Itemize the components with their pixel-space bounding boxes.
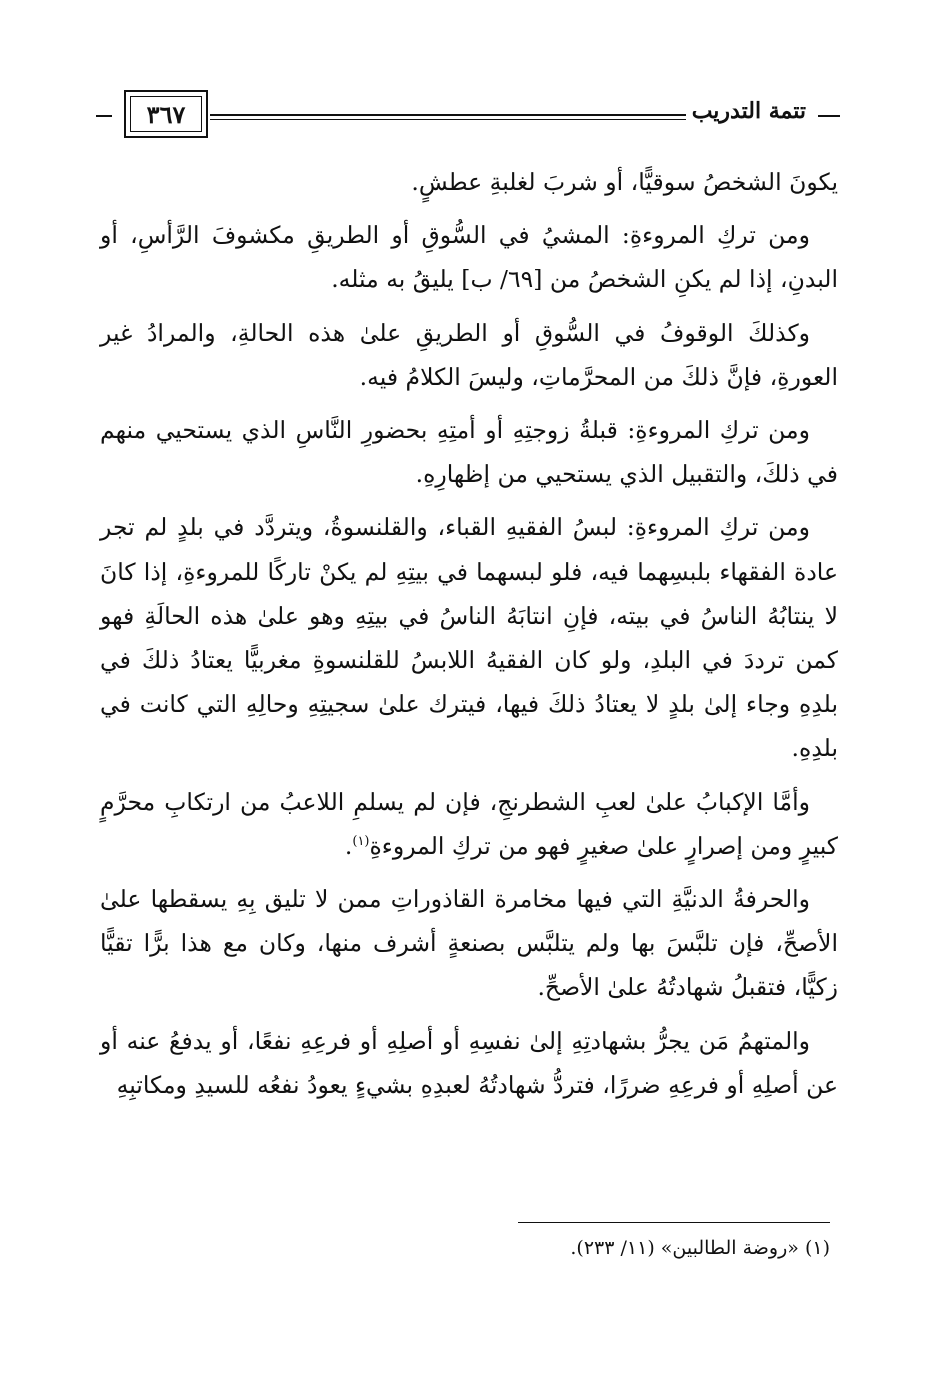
- sentence-end: .: [344, 831, 353, 860]
- page-header: [96, 84, 840, 154]
- paragraph: ومن تركِ المروءةِ: المشيُ في السُّوقِ أو الطريقِ مكشوفَ الرَّأسِ، أو البدنِ، إذا لم يكنِ الشخصُ من [٦٩/ ب] يليقُ به مثله.: [100, 221, 838, 294]
- paragraph-with-footnote: [100, 780, 838, 868]
- paragraph: والحرفةُ الدنيَّةِ التي فيها مخامرة القاذوراتِ ممن لا تليق بِهِ يسقطها علىٰ الأصحِّ، فإن تلبَّسَ بها ولم يتلبَّس بصنعةٍ أشرف منها، وكان مع هذا برًّا تقيًّا زكيًّا، فتقبلُ شهادتُهُ علىٰ الأصحِّ.: [100, 885, 838, 1002]
- running-title: تتمة التدريب: [686, 98, 812, 124]
- paragraph: وكذلكَ الوقوفُ في السُّوقِ أو الطريقِ علىٰ هذه الحالةِ، والمرادُ غير العورةِ، فإنَّ ذلكَ من المحرَّماتِ، وليسَ الكلامُ فيه.: [100, 318, 838, 391]
- paragraph: ومن تركِ المروءةِ: قبلةُ زوجتِهِ أو أمتِهِ بحضورِ النَّاسِ الذي يستحيي منهم في ذلكَ، والتقبيل الذي يستحيي من إظهارِهِ.: [100, 416, 838, 489]
- footnote: (١) «روضة الطالبين» (١١/ ٢٣٣).: [570, 1237, 830, 1259]
- main-text: [100, 160, 838, 1116]
- paragraph-text: وأمَّا الإكبابُ علىٰ لعبِ الشطرنجِ، فإن لم يسلمِ اللاعبُ من ارتكابِ محرَّمٍ كبيرٍ ومن إصرارٍ علىٰ صغيرٍ فهو من تركِ المروءةِ: [100, 787, 838, 860]
- paragraph: والمتهمُ مَن يجرُّ بشهادتِهِ إلىٰ نفسِهِ أو أصلِهِ أو فرعِهِ نفعًا، أو يدفعُ عنه أو عن أصلِهِ أو فرعِهِ ضررًا، فتردُّ شهادتُهُ لعبدِهِ بشيءٍ يعودُ نفعُه للسيدِ ومكاتبِهِ: [100, 1026, 838, 1099]
- footnote-marker: (١): [352, 834, 370, 850]
- page-number: ٣٦٧: [130, 96, 202, 132]
- header-rule: [210, 114, 730, 120]
- header-right-dash: [818, 115, 840, 117]
- page-number-frame: [124, 90, 208, 138]
- footnote-separator: [518, 1222, 830, 1223]
- paragraph: يكونَ الشخصُ سوقيًّا، أو شربَ لغلبةِ عطشٍ.: [411, 168, 838, 196]
- paragraph: ومن تركِ المروءةِ: لبسُ الفقيهِ القباء، والقلنسوةُ، ويتردَّد في بلدٍ لم تجر عادة الفقهاء بلبسِهما فيه، فلو لبسهما في بيتِهِ لم يكنْ تاركًا للمروءةِ، إذا كانَ لا ينتابُهُ الناسُ في بيته، فإنِ انتابَهُ الناسُ في بيتِهِ وهو علىٰ هذه الحالَةِ فهو كمن ترددَ في البلدِ، ولو كان الفقيهُ اللابسُ للقلنسوةِ مغربيًّا يعتادُ ذلكَ في بلدِهِ وجاء إلىٰ بلدٍ لا يعتادُ ذلكَ فيها، فيترك علىٰ سجيتِهِ وحالِهِ التي كانت في بلدِهِ.: [100, 513, 838, 763]
- header-left-dash: [96, 115, 112, 117]
